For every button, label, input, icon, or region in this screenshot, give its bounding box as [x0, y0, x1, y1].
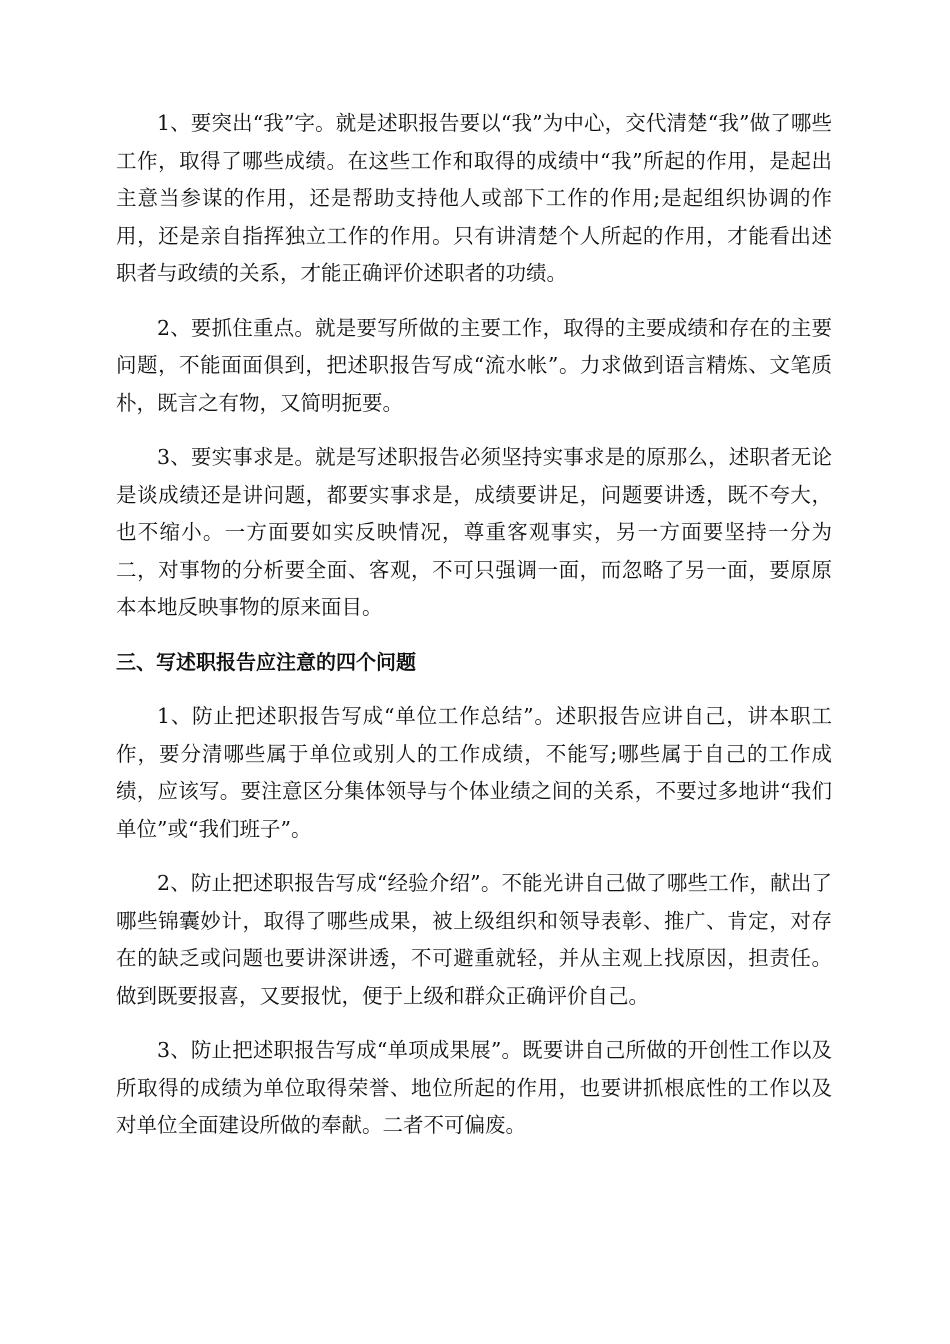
paragraph-focus-key-points: 2、要抓住重点。就是要写所做的主要工作，取得的主要成绩和存在的主要问题，不能面面俱到，把述职报告写成“流水帐”。力求做到语言精炼、文笔质朴，既言之有物，又简明扼要。 [116, 315, 832, 415]
paragraph-not-experience-intro: 2、防止把述职报告写成“经验介绍”。不能光讲自己做了哪些工作，献出了哪些锦囊妙计，取得了哪些成果，被上级组织和领导表彰、推广、肯定，对存在的缺乏或问题也要讲深讲透，不可避重就轻，并从主观上找原因，担责任。做到既要报喜，又要报忧，便于上级和群众正确评价自己。 [116, 871, 832, 1008]
paragraph-seek-truth: 3、要实事求是。就是写述职报告必须坚持实事求是的原那么，述职者无论是谈成绩还是讲问题，都要实事求是，成绩要讲足，问题要讲透，既不夸大，也不缩小。一方面要如实反映情况，尊重客观事实，另一方面要坚持一分为二，对事物的分析要全面、客观，不可只强调一面，而忽略了另一面，要原原本本地反映事物的原来面目。 [116, 445, 832, 619]
paragraph-stand-out-self: 1、要突出“我”字。就是述职报告要以“我”为中心，交代清楚“我”做了哪些工作，取得了哪些成绩。在这些工作和取得的成绩中“我”所起的作用，是起出主意当参谋的作用，还是帮助支持他人或部下工作的作用;是起组织协调的作用，还是亲自指挥独立工作的作用。只有讲清楚个人所起的作用，才能看出述职者与政绩的关系，才能正确评价述职者的功绩。 [116, 111, 832, 285]
section-heading: 三、写述职报告应注意的四个问题 [116, 649, 416, 674]
document-body [116, 105, 832, 1162]
paragraph-not-unit-summary: 1、防止把述职报告写成“单位工作总结”。述职报告应讲自己，讲本职工作，要分清哪些属于单位或别人的工作成绩，不能写;哪些属于自己的工作成绩，应该写。要注意区分集体领导与个体业绩之间的关系，不要过多地讲“我们单位”或“我们班子”。 [116, 704, 832, 841]
paragraph-not-single-achievement: 3、防止把述职报告写成“单项成果展”。既要讲自己所做的开创性工作以及所取得的成绩为单位取得荣誉、地位所起的作用，也要讲抓根底性的工作以及对单位全面建设所做的奉献。二者不可偏废。 [116, 1038, 832, 1137]
